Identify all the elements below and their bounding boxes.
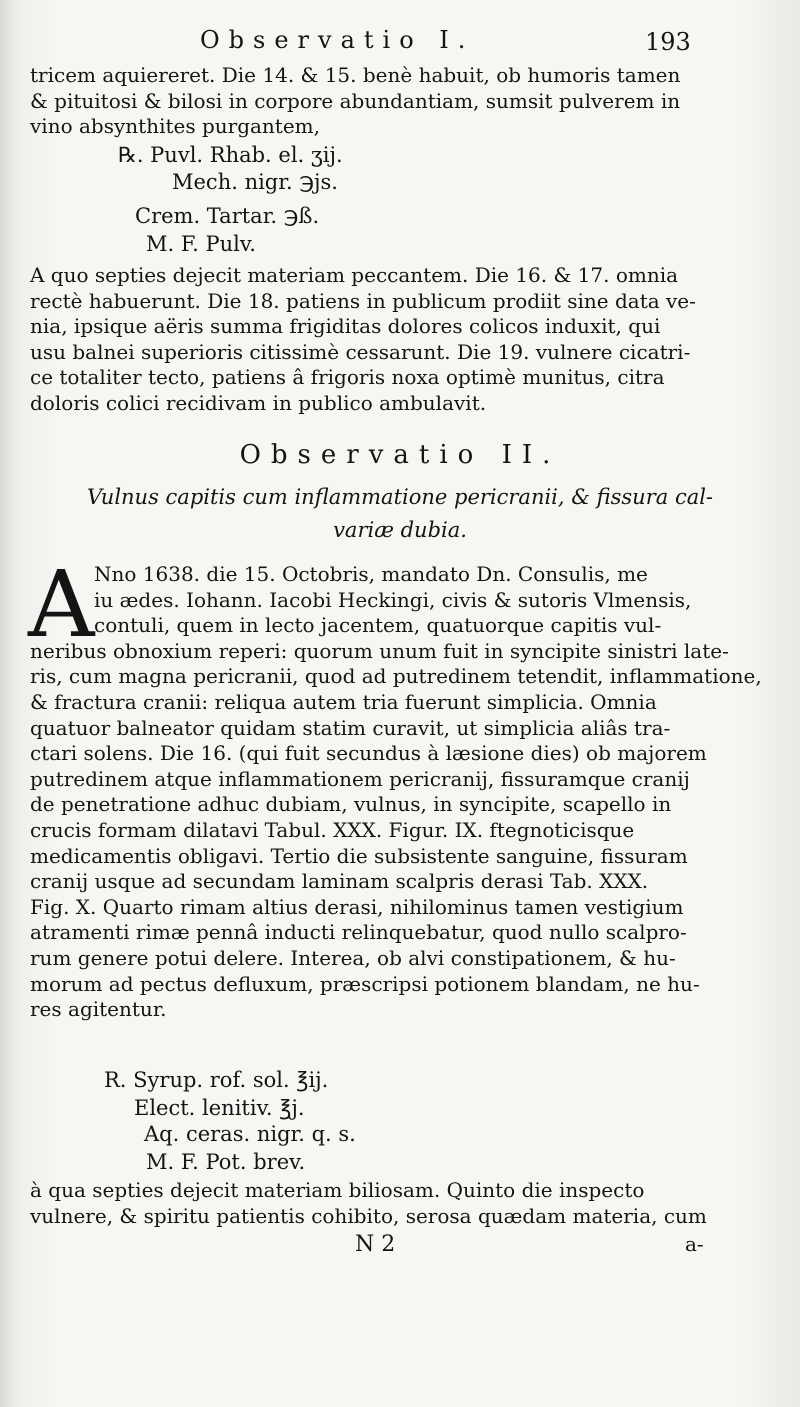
running-title: Observatio I.: [200, 26, 475, 54]
observation-1-text-cont: [30, 263, 720, 417]
text-line: morum ad pectus defluxum, præscripsi potionem blandam, ne hu-: [30, 971, 700, 996]
observation-subtitle-cont: variæ dubia.: [333, 518, 467, 542]
text-line: rectè habuerunt. Die 18. patiens in publicum prodiit sine data ve-: [30, 288, 696, 313]
text-line: medicamentis obligavi. Tertio die subsistente sanguine, fissuram: [30, 843, 688, 868]
observation-subtitle: Vulnus capitis cum inflammatione pericranii, & fissura cal-: [86, 485, 714, 509]
prescription-line: M. F. Pulv.: [146, 232, 256, 256]
observation-2-text: [28, 551, 762, 1023]
text-line: nia, ipsique aëris summa frigiditas dolores colicos induxit, qui: [30, 314, 661, 339]
text-line: crucis formam dilatavi Tabul. XXX. Figur. IX. ftegnoticisque: [30, 817, 635, 842]
text-line: vulnere, & spiritu patientis cohibito, serosa quædam materia, cum: [30, 1203, 707, 1228]
text-line: cranij usque ad secundam laminam scalpris derasi Tab. XXX.: [30, 869, 649, 894]
text-line: à qua septies dejecit materiam biliosam. Quinto die inspecto: [30, 1178, 645, 1202]
prescription-line: Elect. lenitiv. ℥j.: [134, 1096, 305, 1120]
text-line: usu balnei superioris citissimè cessarunt. Die 19. vulnere cicatri-: [30, 339, 691, 364]
running-header: [0, 22, 800, 62]
text-line: ctari solens. Die 16. (qui fuit secundus à læsione dies) ob majorem: [30, 741, 707, 766]
text-line: doloris colici recidivam in publico ambulavit.: [30, 390, 487, 415]
catchword: a-: [685, 1232, 704, 1256]
prescription-line: Crem. Tartar. ℈ß.: [135, 204, 320, 228]
prescription-line: R. Syrup. rof. sol. ℥ij.: [104, 1068, 329, 1092]
observation-1-text: [30, 63, 720, 140]
text-line: ris, cum magna pericranii, quod ad putredinem tetendit, inflammatione,: [30, 664, 762, 689]
text-line: ce totaliter tecto, patiens â frigoris noxa optimè munitus, citra: [30, 365, 665, 390]
signature-mark: N 2: [355, 1232, 396, 1257]
text-line: de penetratione adhuc dubiam, vulnus, in syncipite, scapello in: [30, 792, 672, 817]
text-line: Nno 1638. die 15. Octobris, mandato Dn. Consulis, me: [94, 562, 648, 586]
text-line: atramenti rimæ pennâ inducti relinquebatur, quod nullo scalpro-: [30, 920, 687, 945]
text-line: quatuor balneator quidam statim curavit, ut simplicia aliâs tra-: [30, 715, 671, 740]
observation-heading: Observatio II.: [239, 440, 561, 470]
text-line: vino absynthites purgantem,: [30, 114, 320, 139]
text-line: neribus obnoxium reperi: quorum unum fuit in syncipite sinistri late-: [30, 638, 729, 663]
page-number: 193: [645, 28, 691, 56]
observation-2-closing: [30, 1178, 720, 1229]
prescription-line: ℞. Puvl. Rhab. el. ʒij.: [118, 143, 343, 167]
prescription-line: M. F. Pot. brev.: [146, 1150, 306, 1174]
drop-cap: A: [28, 551, 95, 658]
text-line: & fractura cranii: reliqua autem tria fuerunt simplicia. Omnia: [30, 689, 657, 714]
text-line: contuli, quem in lecto jacentem, quatuorque capitis vul-: [94, 613, 662, 638]
text-line: iu ædes. Iohann. Iacobi Heckingi, civis & sutoris Vlmensis,: [94, 587, 692, 612]
text-line: rum genere potui delere. Interea, ob alvi constipationem, & hu-: [30, 945, 676, 970]
text-line: Fig. X. Quarto rimam altius derasi, nihilominus tamen vestigium: [30, 894, 684, 919]
text-line: A quo septies dejecit materiam peccantem. Die 16. & 17. omnia: [30, 263, 679, 287]
prescription-line: Aq. ceras. nigr. q. s.: [144, 1122, 356, 1146]
prescription-line: Mech. nigr. ℈js.: [172, 170, 338, 194]
text-line: & pituitosi & bilosi in corpore abundantiam, sumsit pulverem in: [30, 88, 681, 113]
text-line: putredinem atque inflammationem pericranij, fissuramque cranij: [30, 766, 690, 791]
text-line: res agitentur.: [30, 997, 167, 1022]
text-line: tricem aquiereret. Die 14. & 15. benè habuit, ob humoris tamen: [30, 63, 681, 87]
